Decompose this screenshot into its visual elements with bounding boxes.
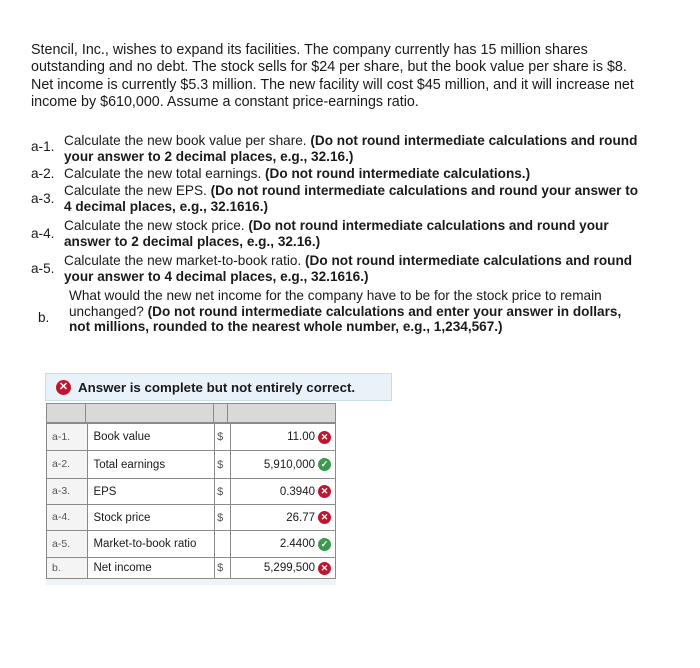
currency-symbol: $: [215, 451, 231, 479]
question-label: a-2.: [31, 166, 55, 181]
currency-symbol: $: [215, 479, 231, 505]
row-description: Total earnings: [88, 451, 215, 479]
table-row: [47, 479, 336, 505]
question-text: Calculate the new book value per share. (Do not round intermediate calculations and round your answer to 2 decimal places, e.g., 32.16.): [64, 133, 638, 164]
question-text: Calculate the new market-to-book ratio. (Do not round intermediate calculations and round your answer to 4 decimal places, e.g., 32.1616.): [64, 253, 633, 284]
answer-value: 5,299,500: [263, 562, 315, 575]
question-text: Calculate the new total earnings. (Do not round intermediate calculations.): [64, 166, 531, 181]
question-text: What would the new net income for the company have to be for the stock price to remain unchanged? (Do not round intermediate calculations and enter your answer in dollars, not millions, rounded to the nearest whole number, e.g., 1,234,567.): [69, 288, 622, 334]
row-description: Stock price: [88, 505, 215, 531]
answer-input[interactable]: [231, 451, 336, 479]
row-label: b.: [47, 558, 88, 579]
currency-symbol: [215, 531, 231, 558]
row-description: Book value: [88, 424, 215, 451]
answer-input[interactable]: [231, 505, 336, 531]
row-label: a-4.: [47, 505, 88, 531]
table-row: [47, 424, 336, 451]
row-description: EPS: [88, 479, 215, 505]
answer-input[interactable]: [231, 558, 336, 579]
answer-value: 26.77: [286, 511, 315, 524]
problem-intro: Stencil, Inc., wishes to expand its facilities. The company currently has 15 million shares outstanding and no debt. The stock sells for $24 per share, but the book value per share is $8. Net income is currently $5.3 million. The new facility will cost $45 million, and it will increase net income by $610,000. Assume a constant price-earnings ratio.: [31, 42, 634, 110]
row-label: a-3.: [47, 479, 88, 505]
currency-symbol: $: [215, 558, 231, 579]
question-label: a-5.: [31, 261, 55, 276]
answer-table: [46, 403, 336, 585]
answer-value: 5,910,000: [263, 458, 315, 471]
check-circle-icon: ✓: [318, 458, 331, 471]
table-row: [47, 505, 336, 531]
answer-value: 11.00: [287, 431, 315, 444]
question-text: Calculate the new EPS. (Do not round intermediate calculations and round your answer to 4 decimal places, e.g., 32.1616.): [64, 183, 639, 214]
x-circle-icon: ✕: [318, 562, 331, 575]
answer-input[interactable]: [231, 424, 336, 451]
row-label: a-2.: [47, 451, 88, 479]
row-description: Net income: [88, 558, 215, 579]
question-label: a-4.: [31, 226, 55, 241]
table-header-bar: [46, 403, 336, 423]
answer-grid: [46, 423, 336, 579]
question-label: a-3.: [31, 191, 55, 206]
row-description: Market-to-book ratio: [88, 531, 215, 558]
x-circle-icon: ✕: [318, 485, 331, 498]
answer-value: 2.4400: [279, 538, 315, 551]
currency-symbol: $: [215, 424, 231, 451]
answer-input[interactable]: [231, 479, 336, 505]
question-label: a-1.: [31, 139, 55, 154]
row-label: a-5.: [47, 531, 88, 558]
answer-input[interactable]: [231, 531, 336, 558]
x-circle-icon: ✕: [318, 511, 331, 524]
check-circle-icon: ✓: [318, 538, 331, 551]
question-text: Calculate the new stock price. (Do not round intermediate calculations and round your answer to 2 decimal places, e.g., 32.16.): [64, 218, 609, 249]
currency-symbol: $: [215, 505, 231, 531]
answer-value: 0.3940: [279, 485, 315, 498]
table-row: [47, 451, 336, 479]
banner-message: Answer is complete but not entirely correct.: [78, 380, 356, 395]
answer-status-banner: [45, 373, 392, 401]
x-circle-icon: ✕: [318, 431, 331, 444]
table-row: [47, 531, 336, 558]
table-row: [47, 558, 336, 579]
question-label: b.: [38, 310, 50, 325]
row-label: a-1.: [47, 424, 88, 451]
x-circle-icon: ✕: [56, 380, 71, 395]
